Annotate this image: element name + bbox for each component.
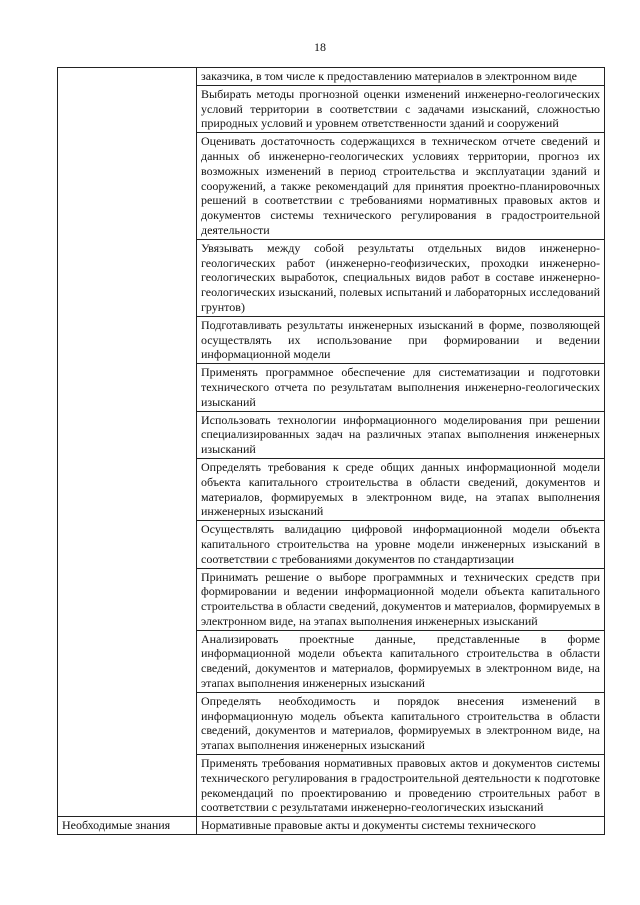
label-cell bbox=[58, 817, 197, 835]
skill-cell: Определять требования к среде общих данных информационной модели объекта капитального строительства в области сведений, документов и материалов, формируемых в электронном виде, на этапах выполнения инженерных изысканий bbox=[197, 458, 605, 520]
skill-cell: Использовать технологии информационного моделирования при решении специализированных задач на различных этапах выполнения инженерных изысканий bbox=[197, 411, 605, 458]
table-row bbox=[58, 817, 605, 835]
skill-cell: Определять необходимость и порядок внесения изменений в информационную модель объекта капитального строительства в области сведений, документов и материалов, формируемых в электронном виде, на этапах выполнения инженерных изысканий bbox=[197, 692, 605, 754]
row-label-knowledge: Необходимые знания bbox=[62, 818, 171, 833]
label-cell bbox=[58, 68, 197, 817]
skill-cell: Применять требования нормативных правовых актов и документов системы технического регулирования в градостроительной деятельности к подготовке рекомендаций по проектированию и проведению строительных работ в соответствии с результатами инженерно-геологических изысканий bbox=[197, 755, 605, 817]
skill-cell: Применять программное обеспечение для систематизации и подготовки технического отчета по результатам выполнения инженерно-геологических изысканий bbox=[197, 364, 605, 411]
skill-cell: Анализировать проектные данные, представленные в форме информационной модели объекта капитального строительства в области сведений, документов и материалов, формируемых в электронном виде, на этапах выполнения инженерных изысканий bbox=[197, 630, 605, 692]
skill-cell: заказчика, в том числе к предоставлению материалов в электронном виде bbox=[197, 68, 605, 86]
skill-cell: Принимать решение о выборе программных и технических средств при формировании и ведении информационной модели объекта капитального строительства в области сведений, документов и материалов, формируемых в электронном виде, на этапах выполнения инженерных изысканий bbox=[197, 568, 605, 630]
table-row bbox=[58, 68, 605, 86]
page-number: 18 bbox=[314, 40, 326, 54]
skill-cell: Оценивать достаточность содержащихся в техническом отчете сведений и данных об инженерно-геологических условиях территории, прогноз их возможных изменений в период строительства и эксплуатации зданий и сооружений, а также рекомендаций для принятия проектно-планировочных решений в соответствии с требованиями нормативных правовых актов и документов системы технического регулирования в градостроительной деятельности bbox=[197, 133, 605, 240]
knowledge-cell: Нормативные правовые акты и документы системы технического bbox=[197, 817, 605, 835]
skill-cell: Подготавливать результаты инженерных изысканий в форме, позволяющей осуществлять их использование при формировании и ведении информационной модели bbox=[197, 316, 605, 363]
skill-cell: Осуществлять валидацию цифровой информационной модели объекта капитального строительства на уровне модели инженерных изысканий в соответствии с требованиями документов по стандартизации bbox=[197, 521, 605, 568]
skill-cell: Увязывать между собой результаты отдельных видов инженерно-геологических работ (инженерно-геофизических, проходки инженерно-геологических выработок, специальных видов работ в составе инженерно-геологических изысканий, полевых испытаний и лабораторных исследований грунтов) bbox=[197, 239, 605, 316]
requirements-table bbox=[57, 67, 605, 835]
skill-cell: Выбирать методы прогнозной оценки изменений инженерно-геологических условий территории в соответствии с задачами изысканий, сложностью природных условий и уровнем ответственности зданий и сооружений bbox=[197, 85, 605, 132]
